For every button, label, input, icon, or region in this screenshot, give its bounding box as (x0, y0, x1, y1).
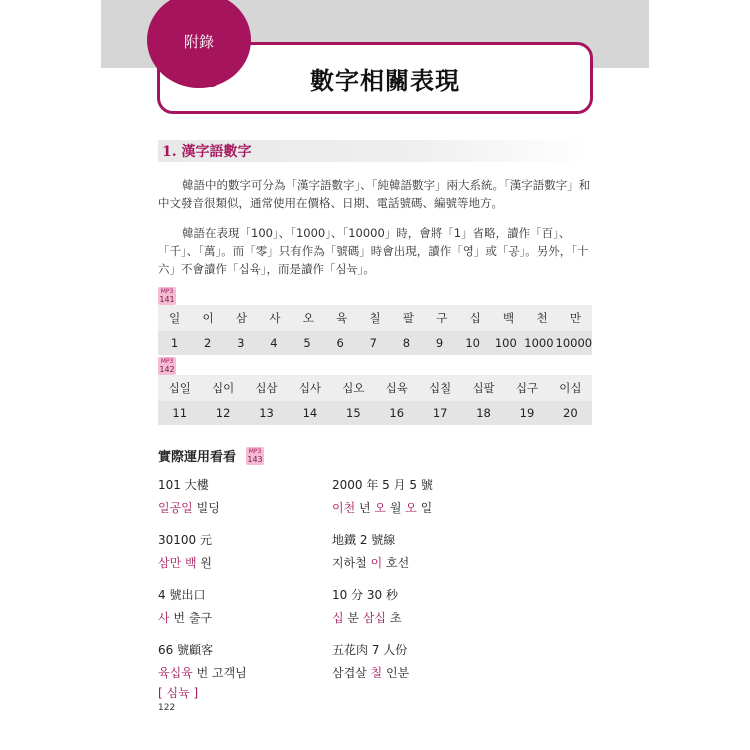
arabic-numeral-cell: 3 (237, 336, 245, 350)
example-item (158, 587, 212, 626)
arabic-numeral-cell: 10 (465, 336, 480, 350)
numeral-highlight: 칠 (370, 666, 383, 680)
number-table-2 (158, 375, 592, 425)
section-heading (158, 140, 588, 162)
korean-numeral-cell: 구 (436, 311, 448, 325)
numeral-highlight: 육십육 (158, 666, 193, 680)
arabic-numeral-cell: 15 (346, 406, 361, 420)
appendix-badge-label: 附錄 (183, 32, 214, 51)
korean-numeral-cell: 십오 (342, 381, 365, 395)
korean-numeral-cell: 사 (269, 311, 281, 325)
mp3-tag-number: 142 (159, 365, 175, 374)
arabic-numeral-cell: 7 (369, 336, 377, 350)
arabic-numeral-cell: 6 (336, 336, 344, 350)
arabic-numeral-cell: 17 (432, 406, 448, 420)
numeral-highlight: 오 (374, 501, 387, 515)
arabic-numeral-cell: 18 (476, 406, 491, 420)
mp3-tag-label: MP3 (160, 288, 174, 295)
arabic-numeral-cell: 1000 (524, 336, 554, 350)
example-korean (332, 555, 409, 571)
korean-text: 인분 (382, 666, 410, 680)
arabic-numeral-cell: 19 (519, 406, 535, 420)
numeral-highlight: 삼만 백 (158, 556, 197, 570)
korean-numeral-cell: 팔 (402, 311, 414, 325)
mp3-tag-143[interactable] (246, 447, 264, 465)
arabic-numeral-cell: 100 (494, 336, 517, 350)
mp3-tag-label: MP3 (160, 358, 174, 365)
korean-text: 번 고객님 (192, 666, 247, 680)
numeral-highlight: 삼십 (362, 611, 387, 625)
practice-label: 實際運用看看 (158, 450, 237, 465)
arabic-numeral-cell: 20 (563, 406, 578, 420)
arabic-numeral-cell: 2 (204, 336, 212, 350)
arabic-numeral-cell: 1 (170, 336, 179, 350)
mp3-tag-141[interactable] (158, 287, 176, 305)
page-title: 數字相關表現 (310, 66, 460, 95)
korean-text: 호선 (382, 556, 410, 570)
table-row-korean (158, 375, 592, 401)
numeral-highlight: 이천 (332, 501, 356, 515)
numeral-highlight: 십 (332, 611, 344, 625)
korean-numeral-cell: 육 (336, 311, 348, 325)
arabic-numeral-cell: 14 (302, 406, 318, 420)
korean-text: 초 (386, 611, 402, 625)
paragraph-1: 韓語中的數字可分為「漢字語數字」、「純韓語數字」兩大系統。「漢字語數字」和中文發音很類似，通常使用在價格、日期、電話號碼、編號等地方。 (158, 178, 591, 210)
korean-numeral-cell: 십팔 (472, 381, 495, 395)
korean-numeral-cell: 십구 (515, 381, 539, 395)
example-chinese: 五花肉 7 人份 (332, 643, 408, 657)
mp3-tag-number: 141 (159, 295, 175, 304)
arabic-numeral-cell: 5 (303, 336, 311, 350)
example-item (158, 532, 212, 571)
korean-text: 지하철 (332, 556, 371, 570)
arabic-numeral-cell: 10000 (555, 336, 593, 350)
example-korean (332, 500, 433, 516)
korean-text: 일 (416, 501, 433, 515)
korean-numeral-cell: 이십 (559, 381, 582, 395)
korean-text: 빌딩 (192, 501, 220, 515)
korean-numeral-cell: 오 (302, 311, 314, 325)
numeral-highlight: 사 (158, 611, 170, 625)
korean-text: 월 (386, 501, 406, 515)
korean-text: 번 출구 (169, 611, 212, 625)
example-chinese: 101 大樓 (158, 478, 209, 492)
korean-numeral-cell: 일 (169, 311, 181, 325)
korean-numeral-cell: 십칠 (429, 381, 452, 395)
page-number: 122 (158, 703, 176, 713)
korean-numeral-cell: 백 (503, 311, 515, 325)
korean-numeral-cell: 십 (469, 311, 481, 325)
arabic-numeral-cell: 4 (270, 336, 278, 350)
example-item (332, 587, 401, 626)
arabic-numeral-cell: 16 (389, 406, 405, 420)
korean-numeral-cell: 칠 (369, 311, 381, 325)
arabic-numeral-cell: 12 (215, 406, 231, 420)
korean-numeral-cell: 십사 (298, 381, 322, 395)
example-chinese: 30100 元 (158, 533, 212, 547)
korean-text: 분 (343, 611, 363, 625)
example-item (332, 477, 433, 516)
example-korean (158, 555, 212, 571)
example-item (158, 477, 220, 516)
example-korean (332, 665, 409, 681)
korean-text: 삼겹살 (332, 666, 371, 680)
example-korean (158, 665, 247, 681)
arabic-numeral-cell: 8 (402, 336, 411, 350)
korean-numeral-cell: 십일 (168, 381, 191, 395)
korean-text: 년 (355, 501, 375, 515)
example-item (332, 532, 409, 571)
korean-numeral-cell: 십육 (385, 381, 408, 395)
example-chinese: 2000 年 5 月 5 號 (332, 478, 433, 492)
table-row-korean (158, 305, 592, 331)
example-chinese: 66 號顧客 (158, 643, 214, 657)
mp3-tag-label: MP3 (248, 447, 262, 455)
mp3-tag-142[interactable] (158, 357, 176, 375)
pronunciation-note: [ 심뉵 ] (158, 686, 199, 700)
badge-dot (205, 73, 219, 87)
example-item (158, 642, 247, 701)
arabic-numeral-cell: 9 (435, 336, 444, 350)
arabic-numeral-cell: 13 (259, 406, 274, 420)
korean-numeral-cell: 천 (536, 311, 548, 325)
numeral-highlight: 오 (405, 501, 417, 515)
example-chinese: 10 分 30 秒 (332, 588, 398, 602)
korean-numeral-cell: 이 (202, 311, 214, 325)
korean-numeral-cell: 십이 (212, 381, 235, 395)
table-row-numbers (158, 331, 592, 355)
table-row-numbers (158, 401, 592, 425)
example-chinese: 4 號出口 (158, 588, 206, 602)
mp3-tag-number: 143 (247, 454, 263, 464)
korean-numeral-cell: 만 (569, 311, 581, 325)
numeral-highlight: 이 (370, 556, 383, 570)
arabic-numeral-cell: 11 (172, 406, 188, 420)
korean-numeral-cell: 십삼 (255, 381, 278, 395)
paragraph-2: 韓語在表現「100」、「1000」、「10000」時，會將「1」省略，讀作「百」、「千」、「萬」。而「零」只有作為「號碼」時會出現，讀作「영」或「공」。另外，「十六」不會讀作「십육」，而是讀作「심뉵」。 (158, 226, 589, 276)
practice-heading (158, 446, 264, 465)
numeral-highlight: 일공일 (158, 501, 193, 515)
example-item (332, 642, 409, 681)
example-chinese: 地鐵 2 號線 (332, 533, 396, 547)
example-korean (158, 610, 212, 626)
korean-text: 원 (196, 556, 213, 570)
example-korean (332, 610, 401, 626)
example-korean (158, 500, 220, 516)
section-title: 1. 漢字語數字 (162, 144, 252, 160)
number-table-1 (158, 305, 592, 355)
korean-numeral-cell: 삼 (235, 311, 248, 325)
